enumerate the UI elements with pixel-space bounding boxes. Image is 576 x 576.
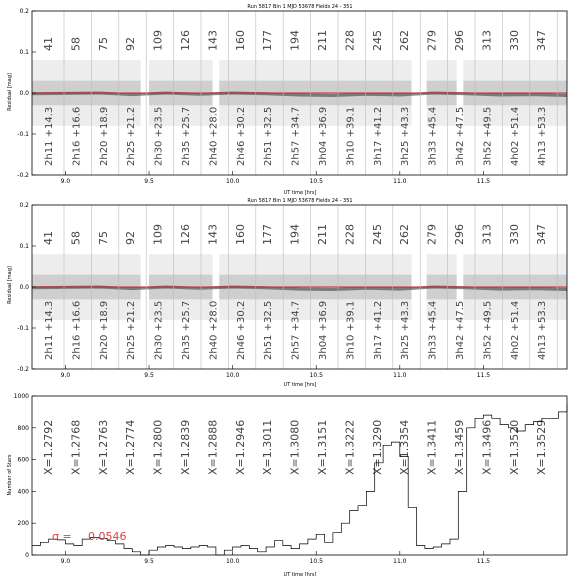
position-label: 4h13 +53.3: [537, 300, 549, 360]
field-label: 245: [370, 30, 384, 51]
position-label: 3h10 +39.1: [345, 106, 357, 166]
position-label: 2h30 +23.5: [153, 106, 165, 166]
y-tick-label: -0.2: [17, 172, 29, 179]
position-label: 3h33 +45.4: [427, 300, 439, 360]
y-tick-label: 200: [17, 520, 29, 528]
airmass-label: X=1.2768: [69, 419, 83, 475]
field-label: 279: [425, 30, 439, 51]
y-tick-label: 0.0: [19, 284, 29, 291]
field-label: 75: [96, 231, 110, 245]
airmass-label: X=1.2946: [233, 419, 247, 475]
airmass-label: X=1.3290: [370, 419, 384, 475]
y-tick-label: -0.2: [17, 366, 29, 373]
field-label: 109: [151, 224, 165, 245]
field-label: 194: [288, 30, 302, 51]
y-axis-label: Number of Stars: [7, 454, 13, 496]
position-label: 3h25 +43.3: [400, 106, 412, 166]
position-label: 3h52 +49.5: [482, 300, 494, 360]
field-label: 296: [453, 224, 466, 245]
position-label: 3h33 +45.4: [427, 106, 439, 166]
position-label: 2h40 +28.0: [208, 106, 220, 166]
field-label: 92: [124, 37, 138, 51]
field-label: 228: [343, 224, 357, 245]
field-label: 143: [206, 224, 220, 245]
y-tick-label: 0: [25, 552, 29, 559]
panel-title: Run 5817 Bin 1 MJD 53678 Fields 24 - 351: [247, 4, 353, 10]
airmass-label: X=1.3520: [507, 419, 521, 475]
y-tick-label: 0.2: [19, 202, 29, 209]
x-tick-labels: [61, 551, 491, 565]
airmass-label: X=1.2839: [179, 419, 192, 475]
y-tick-label: 0.1: [19, 243, 29, 250]
y-axis-label: Residual [mag]: [7, 73, 13, 111]
field-label: 347: [535, 30, 549, 51]
position-label: 2h46 +30.2: [235, 300, 247, 360]
field-label: 126: [179, 224, 192, 245]
y-axis-label: Residual [mag]: [7, 266, 13, 304]
field-label: 41: [42, 37, 55, 51]
y-tick-label: 600: [17, 456, 29, 464]
field-label: 211: [316, 224, 329, 245]
position-label: 3h17 +41.2: [372, 106, 384, 166]
position-label: 2h51 +32.5: [263, 300, 275, 360]
field-label: 143: [206, 30, 220, 51]
field-labels: [42, 224, 548, 245]
field-label: 245: [370, 224, 384, 245]
position-label: 3h17 +41.2: [372, 300, 384, 360]
position-label: 2h11 +14.3: [44, 106, 55, 166]
position-label: 2h30 +23.5: [153, 300, 165, 360]
airmass-label: X=1.2888: [206, 419, 220, 475]
x-tick-label: 10.5: [309, 178, 323, 185]
position-label: 2h46 +30.2: [235, 106, 247, 166]
field-label: 160: [233, 224, 247, 245]
x-tick-label: 10.5: [309, 372, 323, 379]
airmass-label: X=1.3354: [398, 419, 412, 475]
x-tick-label: 9.5: [144, 178, 154, 185]
x-tick-label: 11.5: [476, 372, 491, 379]
airmass-label: X=1.3411: [425, 419, 439, 475]
field-label: 347: [535, 224, 549, 245]
position-label: 2h35 +25.7: [181, 300, 192, 360]
y-tick-label: 1000: [13, 393, 29, 400]
position-label: 2h51 +32.5: [263, 106, 275, 166]
residual-panel-middle: [7, 198, 567, 388]
x-tick-label: 11.5: [476, 178, 491, 185]
y-tick-label: 0.1: [19, 49, 29, 56]
airmass-label: X=1.3080: [288, 419, 302, 475]
position-label: 2h20 +18.9: [98, 300, 110, 360]
position-label: 3h25 +43.3: [400, 300, 412, 360]
position-label: 2h11 +14.3: [44, 300, 55, 360]
position-label: 3h10 +39.1: [345, 300, 357, 360]
x-axis-label: UT time [hrs]: [283, 190, 317, 196]
x-tick-label: 9.0: [60, 178, 71, 185]
field-label: 313: [480, 30, 494, 51]
field-label: 313: [480, 224, 494, 245]
position-label: 2h40 +28.0: [208, 300, 220, 360]
position-label: 3h42 +47.5: [455, 300, 466, 360]
position-label: 4h02 +51.4: [509, 300, 521, 360]
field-label: 296: [453, 30, 466, 51]
airmass-label: X=1.3459: [453, 419, 466, 475]
position-label: 3h04 +36.9: [318, 106, 329, 166]
airmass-label: X=1.3222: [343, 419, 357, 475]
position-label: 2h25 +21.2: [126, 300, 138, 360]
y-tick-label: -0.1: [17, 325, 29, 332]
y-tick-label: -0.1: [17, 131, 29, 138]
star-count-panel: [7, 393, 567, 576]
field-label: 75: [96, 37, 110, 51]
airmass-label: X=1.2774: [124, 419, 138, 475]
x-tick-label: 11.0: [393, 558, 407, 565]
position-label: 2h16 +16.6: [71, 106, 83, 166]
position-label: 2h57 +34.7: [290, 106, 302, 166]
field-label: 330: [507, 30, 521, 51]
x-tick-label: 10.5: [309, 558, 323, 565]
field-label: 160: [233, 30, 247, 51]
field-labels: [42, 30, 548, 51]
field-label: 279: [425, 224, 439, 245]
position-label: 4h02 +51.4: [509, 106, 521, 166]
x-axis-label: UT time [hrs]: [283, 572, 317, 576]
field-label: 228: [343, 30, 357, 51]
x-tick-label: 9.0: [60, 558, 71, 565]
x-tick-label: 10.0: [225, 372, 240, 379]
residual-panel-top: [7, 4, 567, 196]
y-tick-label: 800: [17, 424, 29, 432]
position-label: 3h52 +49.5: [482, 106, 494, 166]
airmass-label: X=1.3529: [535, 419, 549, 475]
field-label: 330: [507, 224, 521, 245]
sigma-value: 0.0546: [88, 530, 127, 543]
x-tick-label: 11.0: [393, 178, 407, 185]
x-tick-label: 9.0: [60, 372, 71, 379]
x-tick-label: 9.5: [144, 372, 154, 379]
position-label: 2h35 +25.7: [181, 106, 192, 166]
field-label: 92: [124, 231, 138, 245]
airmass-label: X=1.3011: [261, 419, 275, 475]
position-label: 2h25 +21.2: [126, 106, 138, 166]
x-tick-label: 9.5: [144, 558, 154, 565]
x-tick-label: 10.0: [225, 558, 240, 565]
field-label: 194: [288, 224, 302, 245]
field-label: 109: [151, 30, 165, 51]
position-label: 3h04 +36.9: [318, 300, 329, 360]
field-label: 262: [398, 30, 412, 51]
airmass-label: X=1.3496: [480, 419, 494, 475]
field-label: 41: [42, 231, 55, 245]
field-label: 177: [261, 30, 275, 51]
y-tick-label: 0.2: [19, 8, 29, 15]
field-label: 58: [69, 37, 83, 51]
position-label: 4h13 +53.3: [537, 106, 549, 166]
y-tick-label: 400: [17, 488, 29, 496]
sigma-symbol: σ =: [52, 530, 72, 543]
x-tick-label: 11.0: [393, 372, 407, 379]
x-axis-label: UT time [hrs]: [283, 382, 317, 388]
field-label: 211: [316, 30, 329, 51]
field-label: 126: [179, 30, 192, 51]
airmass-label: X=1.2800: [151, 419, 165, 475]
airmass-label: X=1.3151: [316, 419, 329, 475]
position-label: 2h16 +16.6: [71, 300, 83, 360]
y-tick-labels: [14, 393, 36, 559]
y-tick-label: 0.0: [19, 90, 29, 97]
x-tick-label: 10.0: [225, 178, 240, 185]
position-label: 2h20 +18.9: [98, 106, 110, 166]
position-label: 3h42 +47.5: [455, 106, 466, 166]
panel-title: Run 5817 Bin 1 MJD 53678 Fields 24 - 351: [247, 198, 353, 204]
position-label: 2h57 +34.7: [290, 300, 302, 360]
x-tick-label: 11.5: [476, 558, 491, 565]
field-label: 262: [398, 224, 412, 245]
airmass-label: X=1.2792: [42, 419, 55, 475]
field-label: 177: [261, 224, 275, 245]
airmass-label: X=1.2763: [96, 419, 110, 475]
field-label: 58: [69, 231, 83, 245]
